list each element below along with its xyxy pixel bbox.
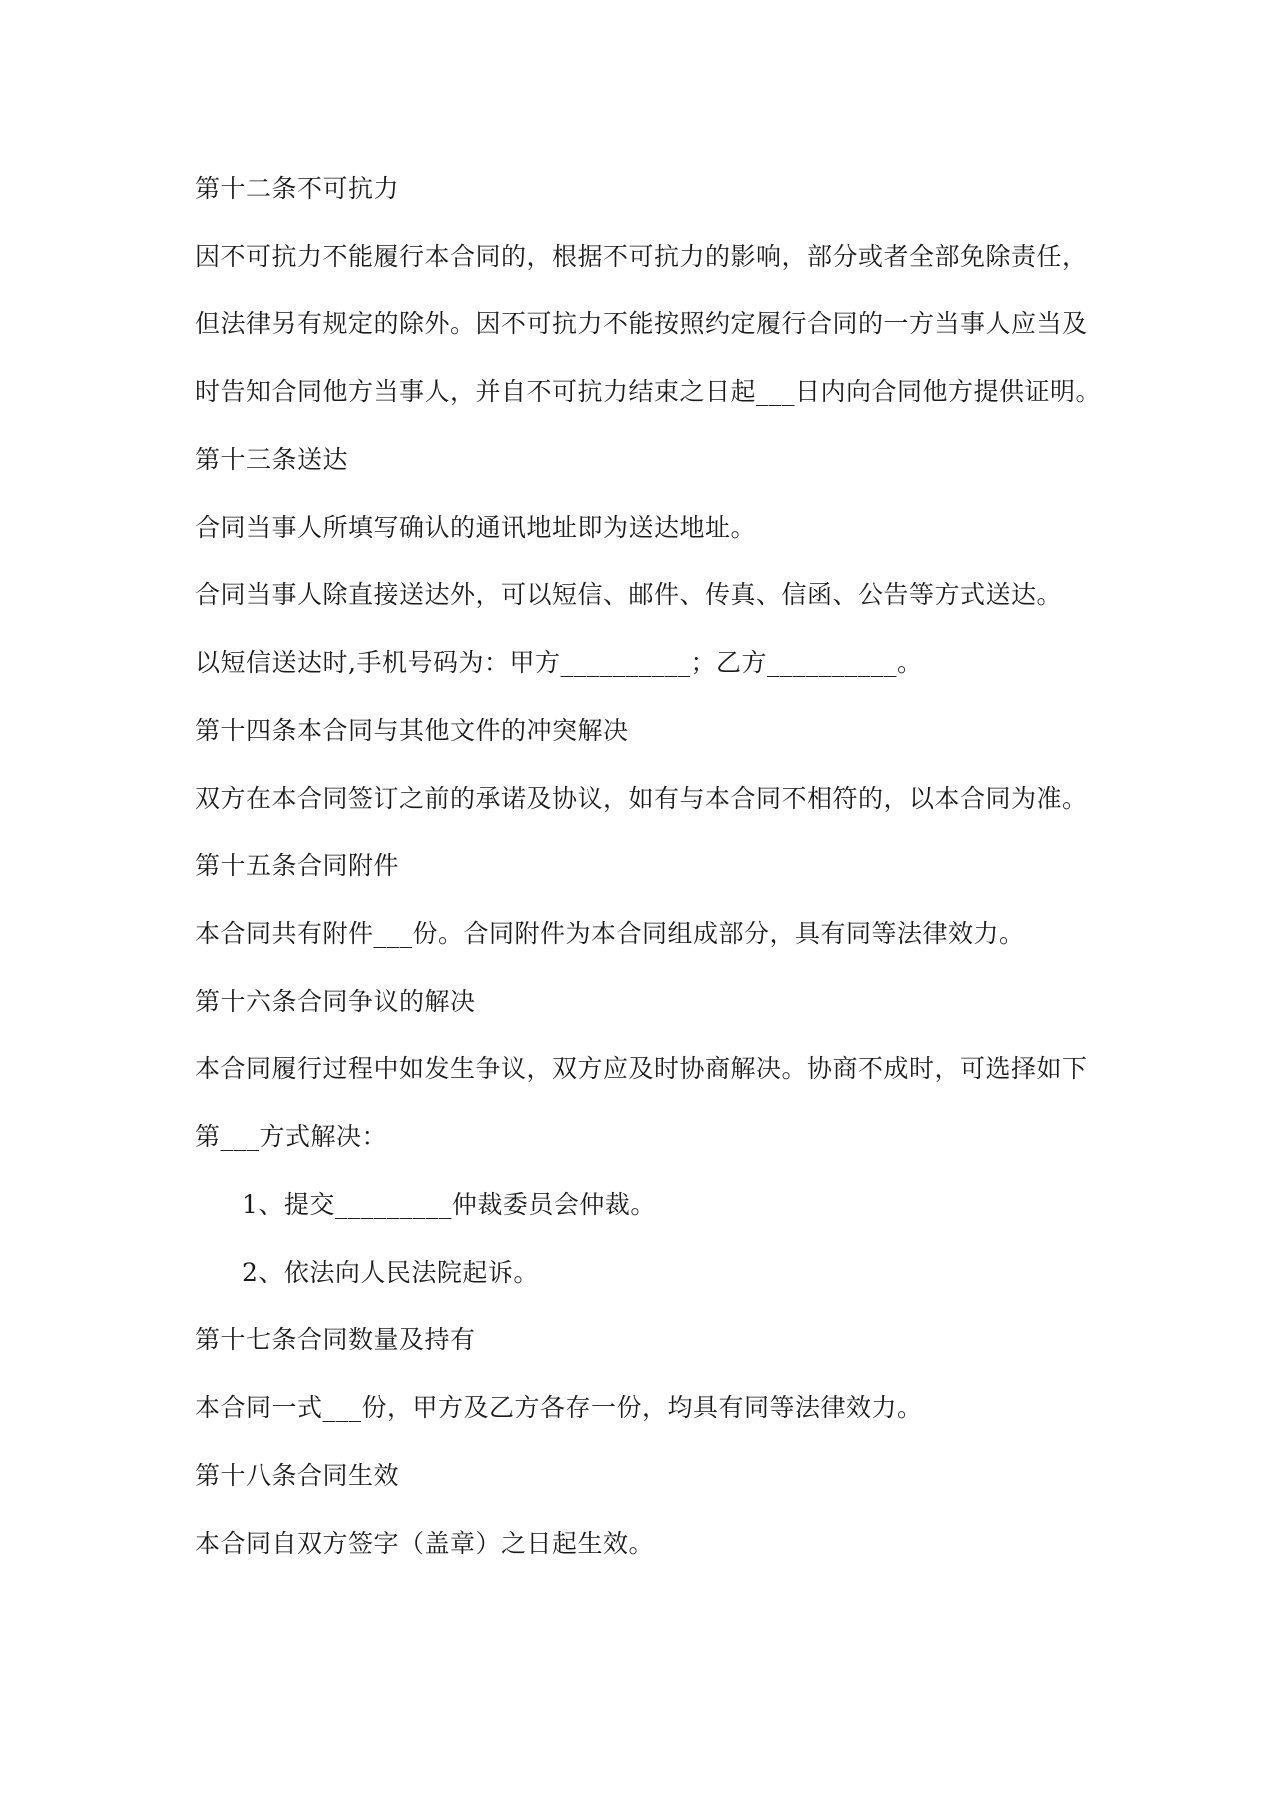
article-18-paragraph: 本合同自双方签字（盖章）之日起生效。 (195, 1529, 655, 1558)
article-13-paragraph-3: 以短信送达时,手机号码为：甲方__________；乙方__________。 (195, 648, 923, 677)
article-16-paragraph-line-2: 第___方式解决： (195, 1122, 388, 1151)
article-12-paragraph-line-2: 但法律另有规定的除外。因不可抗力不能按照约定履行合同的一方当事人应当及 (195, 309, 1088, 338)
article-17-paragraph: 本合同一式___份，甲方及乙方各存一份，均具有同等法律效力。 (195, 1393, 923, 1422)
article-15-paragraph: 本合同共有附件___份。合同附件为本合同组成部分，具有同等法律效力。 (195, 919, 1025, 948)
article-13-paragraph-1: 合同当事人所填写确认的通讯地址即为送达地址。 (195, 513, 757, 542)
article-12-heading: 第十二条不可抗力 (195, 174, 400, 203)
article-16-option-1: 1、提交_________仲裁委员会仲裁。 (242, 1190, 656, 1219)
article-13-heading: 第十三条送达 (195, 445, 349, 474)
article-14-heading: 第十四条本合同与其他文件的冲突解决 (195, 716, 629, 745)
article-16-paragraph-line-1: 本合同履行过程中如发生争议，双方应及时协商解决。协商不成时，可选择如下 (195, 1054, 1088, 1083)
article-16-option-2: 2、依法向人民法院起诉。 (242, 1258, 539, 1287)
article-17-heading: 第十七条合同数量及持有 (195, 1325, 476, 1354)
article-13-paragraph-2: 合同当事人除直接送达外，可以短信、邮件、传真、信函、公告等方式送达。 (195, 580, 1063, 609)
article-16-heading: 第十六条合同争议的解决 (195, 987, 476, 1016)
article-12-paragraph-line-1: 因不可抗力不能履行本合同的，根据不可抗力的影响，部分或者全部免除责任， (195, 242, 1088, 271)
article-14-paragraph: 双方在本合同签订之前的承诺及协议，如有与本合同不相符的，以本合同为准。 (195, 784, 1088, 813)
article-15-heading: 第十五条合同附件 (195, 851, 400, 880)
article-18-heading: 第十八条合同生效 (195, 1461, 400, 1490)
article-12-paragraph-line-3: 时告知合同他方当事人，并自不可抗力结束之日起___日内向合同他方提供证明。 (195, 377, 1102, 406)
